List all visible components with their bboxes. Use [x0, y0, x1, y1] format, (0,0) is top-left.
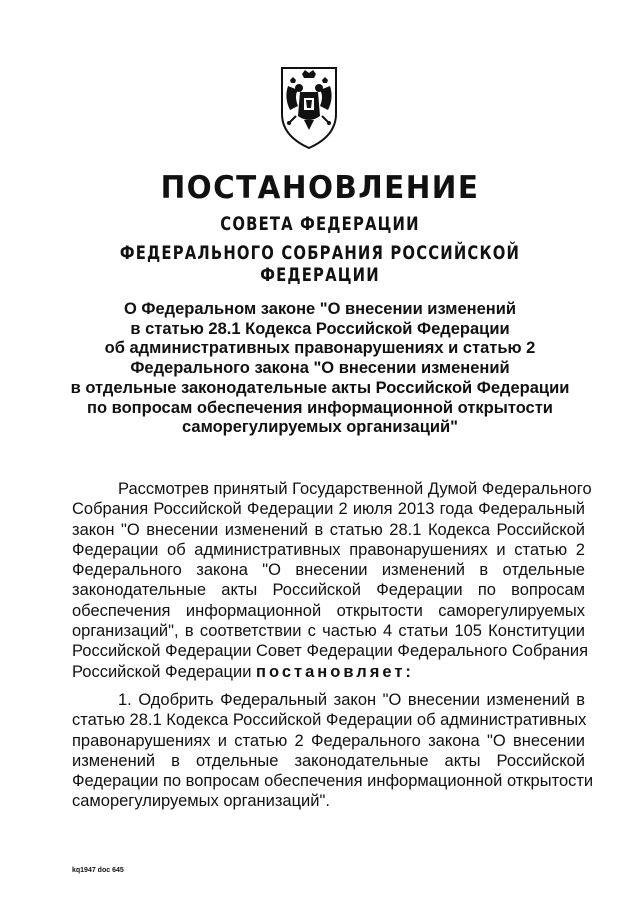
heading-line: об административных правонарушениях и статью 2	[104, 339, 536, 358]
paragraph-item-1	[72, 690, 594, 812]
paragraph-line: Рассмотрев принятый Государственной Думой Федерального	[118, 480, 592, 498]
document-subtitle-1: СОВЕТА ФЕДЕРАЦИИ	[220, 213, 420, 235]
document-subtitle-2: ФЕДЕРАЛЬНОГО СОБРАНИЯ РОССИЙСКОЙ ФЕДЕРАЦИИ	[119, 242, 521, 286]
resolution-heading	[40, 300, 600, 438]
heading-line: в статью 28.1 Кодекса Российской Федерации	[130, 319, 510, 338]
heading-line: Федерального закона "О внесении изменений	[130, 359, 510, 378]
paragraph-line	[72, 662, 585, 682]
paragraph-line: Федерации об административных правонарушениях и статью 2	[72, 540, 585, 559]
paragraph-line: обеспечения информационной открытости саморегулируемых	[72, 601, 585, 620]
document-footer-code: kq1947 doc 645	[72, 867, 124, 874]
paragraph-line: правонарушениях и статью 2 Федерального закона "О внесении	[72, 731, 585, 750]
heading-line: саморегулируемых организаций"	[182, 418, 458, 437]
paragraph-line: 1. Одобрить Федеральный закон "О внесении изменений в	[118, 691, 585, 709]
paragraph-line: организаций", в соответствии с частью 4 статьи 105 Конституции	[72, 622, 585, 641]
paragraph-line: закон "О внесении изменений в статью 28.1 Кодекса Российской	[72, 520, 585, 539]
paragraph-line: изменений в отдельные законодательные акты Российской	[72, 751, 585, 770]
paragraph-preamble	[72, 479, 592, 682]
paragraph-line: Федерации по вопросам обеспечения информационной открытости	[72, 772, 594, 791]
document-title: ПОСТАНОВЛЕНИЕ	[160, 170, 480, 206]
paragraph-last-prefix: Российской Федерации	[72, 662, 252, 681]
heading-line: О Федеральном законе "О внесении изменений	[123, 300, 517, 318]
heading-line: по вопросам обеспечения информационной открытости	[87, 398, 553, 417]
paragraph-line: саморегулируемых организаций".	[72, 792, 330, 811]
paragraph-line: законодательные акты Российской Федерации по вопросам	[72, 581, 585, 600]
paragraph-line: Федерального закона "О внесении изменений в отдельные	[72, 561, 585, 580]
heading-line: в отдельные законодательные акты Российской Федерации	[70, 378, 570, 397]
resolves-keyword: постановляет:	[256, 662, 414, 681]
paragraph-line: Собрания Российской Федерации 2 июля 2013 года Федеральный	[72, 500, 585, 519]
paragraph-line: Российской Федерации Совет Федерации Федерального Собрания	[72, 642, 589, 661]
coat-of-arms-icon	[276, 64, 342, 150]
paragraph-line: статью 28.1 Кодекса Российской Федерации об административных	[72, 711, 587, 730]
